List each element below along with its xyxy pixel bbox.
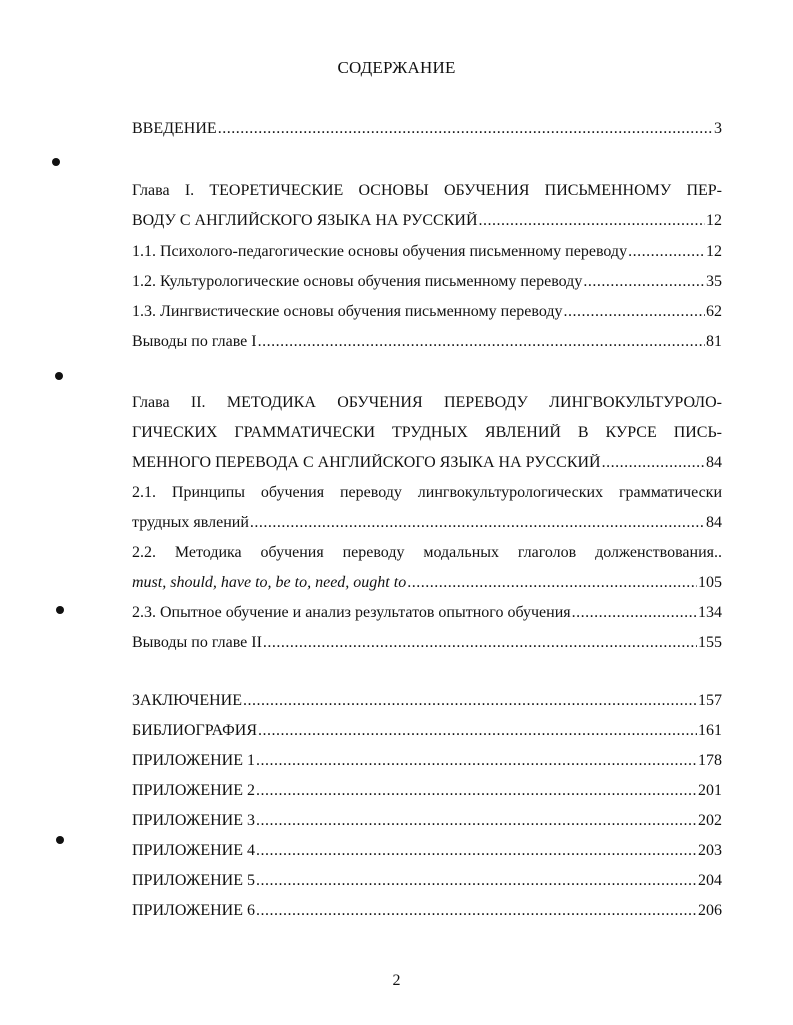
toc-page: 134 [698,604,722,621]
binding-hole-mark [55,372,63,380]
toc-entry-intro [132,120,722,138]
leader-dots [218,120,713,138]
leader-dots [256,752,697,770]
toc-label: 1.3. Лингвистические основы обучения письменному переводу [132,303,563,320]
toc-page: 12 [706,212,722,229]
binding-hole-mark [52,158,60,166]
toc-page: 201 [698,782,722,799]
toc-page: 202 [698,812,722,829]
toc-entry-2-2-line1: 2.2. Методика обучения переводу модальных глаголов долженствования.. [132,544,722,561]
leader-dots [572,604,697,622]
leader-dots [628,243,705,261]
toc-entry-appendix-1 [132,752,722,770]
leader-dots [263,634,697,652]
leader-dots [258,722,697,740]
toc-page: 204 [698,872,722,889]
toc-entry-2-2-line2 [132,574,722,592]
leader-dots [250,514,705,532]
toc-page: 157 [698,692,722,709]
chapter2-heading-line2: ГИЧЕСКИХ ГРАММАТИЧЕСКИ ТРУДНЫХ ЯВЛЕНИЙ В КУРСЕ ПИСЬ- [132,424,722,441]
toc-label: ЗАКЛЮЧЕНИЕ [132,692,242,709]
toc-entry-bibliography [132,722,722,740]
toc-label: 2.3. Опытное обучение и анализ результатов опытного обучения [132,604,571,621]
chapter2-heading-line1: Глава II. МЕТОДИКА ОБУЧЕНИЯ ПЕРЕВОДУ ЛИНГВОКУЛЬТУРОЛО- [132,394,722,411]
toc-label: Выводы по главе II [132,634,262,651]
toc-page: 206 [698,902,722,919]
toc-entry-appendix-4 [132,842,722,860]
leader-dots [564,303,705,321]
toc-entry-appendix-5 [132,872,722,890]
toc-entry-2-1-line1: 2.1. Принципы обучения переводу лингвокультурологических грамматически [132,484,722,501]
toc-page: 105 [698,574,722,591]
leader-dots [256,872,697,890]
toc-entry-appendix-2 [132,782,722,800]
toc-entry-appendix-3 [132,812,722,830]
toc-entry-1-conclusion [132,333,722,351]
leader-dots [258,333,705,351]
toc-entry-2-conclusion [132,634,722,652]
leader-dots [243,692,697,710]
toc-page: 3 [714,120,722,137]
toc-page: 84 [706,514,722,531]
leader-dots [407,574,697,592]
toc-page: 12 [706,243,722,260]
toc-page: 203 [698,842,722,859]
toc-entry-1-1 [132,243,722,261]
toc-page: 84 [706,454,722,471]
leader-dots [256,902,697,920]
toc-label: must, should, have to, be to, need, ought to [132,574,407,591]
toc-entry-1-3 [132,303,722,321]
leader-dots [602,454,705,472]
toc-label: ВОДУ С АНГЛИЙСКОГО ЯЗЫКА НА РУССКИЙ [132,212,478,229]
toc-entry-appendix-6 [132,902,722,920]
toc-entry-2-1-line2 [132,514,722,532]
toc-page: 161 [698,722,722,739]
toc-label: 1.1. Психолого-педагогические основы обучения письменному переводу [132,243,628,260]
toc-label: трудных явлений [132,514,249,531]
toc-label: БИБЛИОГРАФИЯ [132,722,258,739]
chapter2-heading-line3 [132,454,722,472]
toc-page: 62 [706,303,722,320]
toc-entry-1-2 [132,273,722,291]
toc-page: 178 [698,752,722,769]
toc-label: ПРИЛОЖЕНИЕ 1 [132,752,256,769]
leader-dots [583,273,705,291]
binding-hole-mark [56,836,64,844]
leader-dots [256,782,697,800]
page-title: СОДЕРЖАНИЕ [337,58,456,77]
toc-label: Выводы по главе I [132,333,257,350]
toc-page: 155 [698,634,722,651]
toc-page: 81 [706,333,722,350]
leader-dots [256,812,697,830]
toc-label: ПРИЛОЖЕНИЕ 2 [132,782,256,799]
toc-label: ПРИЛОЖЕНИЕ 4 [132,842,256,859]
chapter1-heading-line1: Глава I. ТЕОРЕТИЧЕСКИЕ ОСНОВЫ ОБУЧЕНИЯ ПИСЬМЕННОМУ ПЕР- [132,182,722,199]
toc-label: ПРИЛОЖЕНИЕ 6 [132,902,256,919]
toc-page: 35 [706,273,722,290]
toc-label: ПРИЛОЖЕНИЕ 3 [132,812,256,829]
toc-entry-2-3 [132,604,722,622]
toc-label: 1.2. Культурологические основы обучения письменному переводу [132,273,583,290]
chapter1-heading-line2 [132,212,722,230]
toc-label: МЕННОГО ПЕРЕВОДА С АНГЛИЙСКОГО ЯЗЫКА НА РУССКИЙ [132,454,601,471]
toc-label: ПРИЛОЖЕНИЕ 5 [132,872,256,889]
binding-hole-mark [56,606,64,614]
toc-entry-conclusion [132,692,722,710]
leader-dots [479,212,706,230]
leader-dots [256,842,697,860]
toc-label: ВВЕДЕНИЕ [132,120,217,137]
page-number: 2 [392,972,401,989]
